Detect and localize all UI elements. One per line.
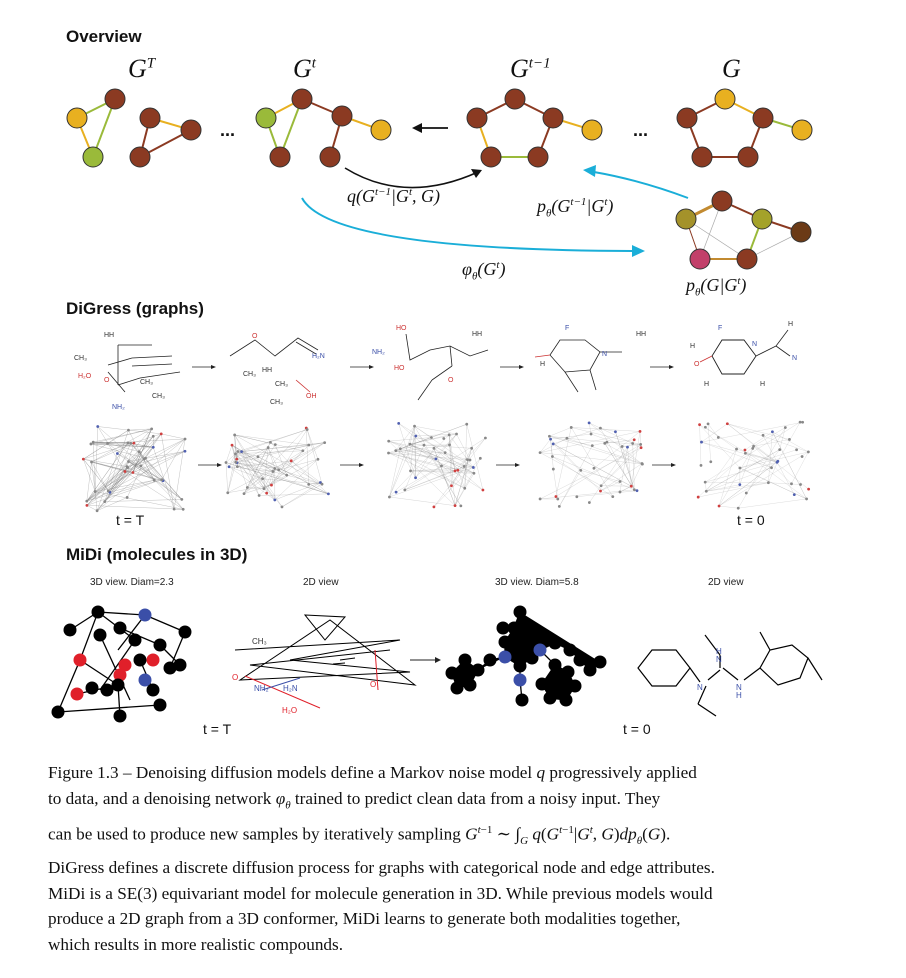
midi-arrow	[410, 657, 441, 663]
svg-text:CH₃: CH₃	[74, 355, 87, 362]
svg-text:CH₃: CH₃	[243, 371, 256, 378]
svg-text:N: N	[752, 341, 758, 348]
ellipsis-1: ...	[220, 120, 236, 140]
svg-text:H: H	[704, 381, 710, 388]
digress-t-end: t = 0	[737, 512, 765, 528]
svg-text:O: O	[252, 333, 258, 340]
figure-caption	[48, 760, 838, 957]
svg-text:H: H	[540, 361, 546, 368]
svg-text:N: N	[736, 683, 742, 692]
digress-title: DiGress (graphs)	[66, 299, 204, 318]
caption-line-2: to data, and a denoising network $\varphi_\theta$ trained to predict clean data from a noisy input. They	[48, 788, 661, 811]
midi-title: MiDi (molecules in 3D)	[66, 545, 248, 564]
svg-text:OH: OH	[306, 393, 317, 400]
label-g-tm1: $G^{t-1}$	[510, 54, 551, 83]
svg-text:CH₃: CH₃	[252, 637, 267, 646]
svg-text:CH₃: CH₃	[275, 381, 288, 388]
midi-2d-clean	[638, 632, 822, 716]
svg-text:H: H	[788, 321, 794, 328]
midi-3d-noisy-atoms	[52, 606, 192, 723]
label-g-t: $G^t$	[293, 54, 316, 83]
label-phi: $\varphi_\theta(G^t)$	[462, 259, 506, 283]
svg-text:O: O	[232, 673, 239, 682]
svg-text:H₂N: H₂N	[283, 684, 298, 693]
svg-text:H₂O: H₂O	[78, 373, 92, 380]
svg-text:HH: HH	[262, 367, 273, 374]
midi-view-2: 2D view	[303, 577, 339, 588]
label-p-theta-g: $p_\theta(G|G^t)$	[686, 275, 747, 299]
caption-line-6: produce a 2D graph from a 3D conformer, MiDi learns to generate both modalities together,	[48, 909, 681, 929]
svg-text:CH₃: CH₃	[270, 399, 283, 406]
label-g-T: $G^T$	[128, 54, 156, 83]
svg-text:H: H	[716, 647, 722, 656]
midi-2d-noisy	[235, 615, 415, 708]
caption-line-7: which results in more realistic compounds.	[48, 934, 343, 954]
midi-view-4: 2D view	[708, 577, 744, 588]
svg-text:N: N	[602, 351, 608, 358]
caption-line-3: can be used to produce new samples by iteratively sampling $G^{t-1}$ ∼ $\int_G$ $q(G^{t-1}|G^t$, $G)dp_\theta(G)$.	[48, 824, 671, 848]
svg-text:F: F	[718, 325, 723, 332]
label-q: $q(G^{t-1}|G^t$, G)	[347, 186, 440, 206]
svg-text:CH₃: CH₃	[140, 379, 153, 386]
overview-title: Overview	[66, 27, 142, 46]
svg-text:HH: HH	[104, 332, 115, 339]
caption-line-5: MiDi is a SE(3) equivariant model for molecule generation in 3D. While previous models would	[48, 883, 713, 903]
svg-text:H: H	[760, 381, 766, 388]
label-p-theta-prev: $p_\theta(G^{t-1}|G^t)$	[537, 196, 614, 220]
svg-text:HH: HH	[472, 331, 483, 338]
midi-view-1: 3D view. Diam=2.3	[90, 577, 174, 588]
svg-text:O: O	[104, 377, 110, 384]
svg-text:H₂O: H₂O	[282, 706, 298, 715]
svg-text:CH₃: CH₃	[152, 393, 165, 400]
svg-text:NH₂: NH₂	[254, 684, 269, 693]
svg-text:N: N	[716, 655, 722, 664]
svg-text:O: O	[370, 680, 377, 689]
svg-text:HO: HO	[396, 325, 407, 332]
svg-text:N: N	[792, 355, 798, 362]
midi-t-start: t = T	[203, 721, 232, 737]
caption-line-1: Figure 1.3 – Denoising diffusion models define a Markov noise model q progressively applied	[48, 763, 697, 782]
svg-text:F: F	[565, 325, 570, 332]
svg-text:O: O	[448, 377, 454, 384]
svg-text:H: H	[736, 691, 742, 700]
svg-text:N: N	[697, 683, 703, 692]
midi-t-end: t = 0	[623, 721, 651, 737]
digress-t-start: t = T	[116, 512, 145, 528]
svg-text:O: O	[694, 361, 700, 368]
label-g: G	[722, 54, 741, 83]
svg-text:HH: HH	[636, 331, 647, 338]
svg-text:NH₂: NH₂	[372, 349, 385, 356]
svg-text:NH₂: NH₂	[112, 404, 125, 411]
svg-text:H: H	[690, 343, 696, 350]
svg-text:HO: HO	[394, 365, 405, 372]
midi-view-3: 3D view. Diam=5.8	[495, 577, 579, 588]
svg-text:H₂N: H₂N	[312, 353, 325, 360]
caption-line-4: DiGress defines a discrete diffusion process for graphs with categorical node and edge attributes.	[48, 858, 715, 878]
ellipsis-2: ...	[633, 120, 649, 140]
